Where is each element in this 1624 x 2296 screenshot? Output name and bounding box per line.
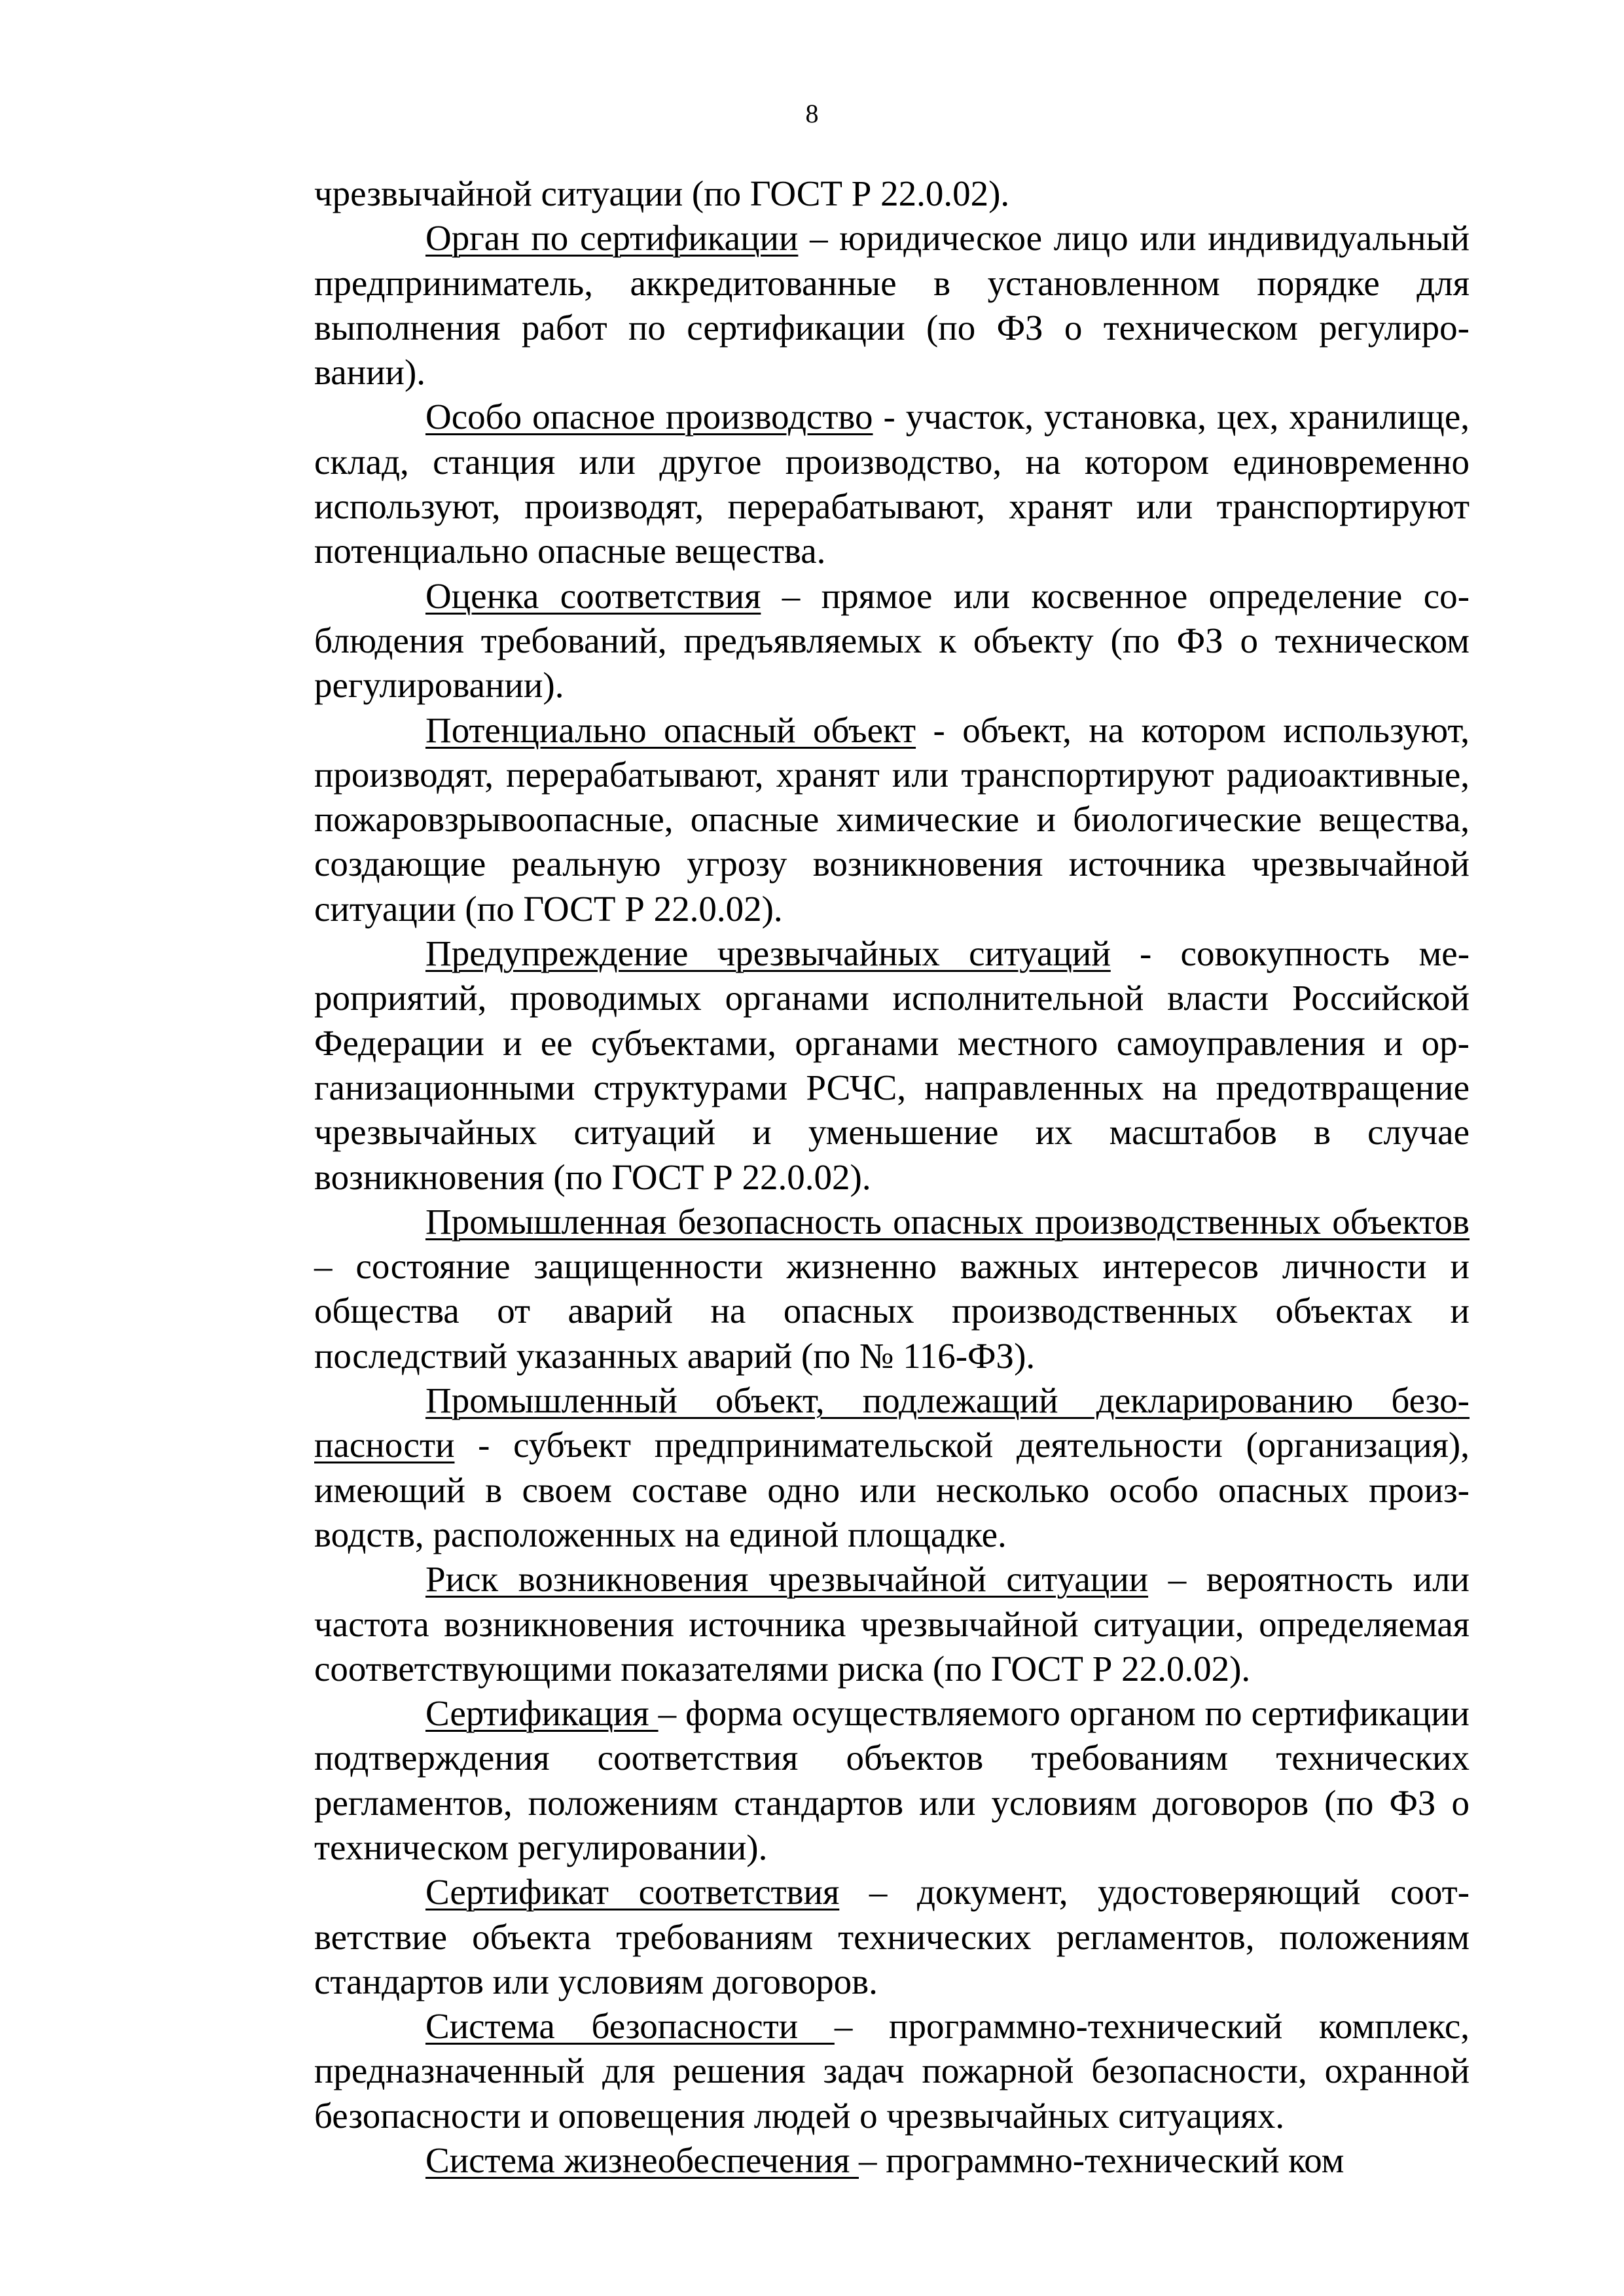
definition-text: – документ, удостоверяющий соответствие объекта требованиям технических регламентов, положениям стандартов или условиям договоров. — [314, 1872, 1470, 2001]
definition-term: Промышленная безопасность опасных производственных объектов — [425, 1201, 1470, 1242]
definition-text: - объект, на котором используют, производят, перерабатывают, хранят или транспортируют радиоактивные, пожаровзрывоопасные, опасные химические и биологические вещества, создающие реальную угрозу возникновения источника чрезвычайной ситуации (по ГОСТ Р 22.0.02). — [314, 709, 1470, 929]
definition-text: – вероятность или частота возникновения источника чрезвычайной ситуации, определяемая соответствующими показателями риска (по ГОСТ Р 22.0.02). — [314, 1559, 1470, 1689]
definition-term: Потенциально опасный объект — [425, 709, 916, 750]
definition-term: Риск возникновения чрезвычайной ситуации — [425, 1559, 1149, 1600]
page-body — [314, 171, 1470, 2183]
definition-text: - совокупность мероприятий, проводимых органами исполнительной власти Российской Федерации и ее субъектами, органами местного самоуправления и организационными структурами РСЧС, направленных на предотвращение чрезвычайных ситуаций и уменьшение их масштабов в случае возникновения (по ГОСТ Р 22.0.02). — [314, 933, 1470, 1197]
definition-industrial-safety — [314, 1200, 1470, 1378]
definition-text: – программно-технический ком — [859, 2140, 1344, 2181]
definition-security-system — [314, 2004, 1470, 2138]
definition-certification — [314, 1691, 1470, 1870]
definition-emergency-risk — [314, 1557, 1470, 1691]
definition-text: – прямое или косвенное определение соблюдения требований, предъявляемых к объекту (по ФЗ о техническом регулировании). — [314, 575, 1470, 706]
definition-text: - субъект предпринимательской деятельности (организация), имеющий в своем составе одно или несколько особо опасных производств, расположенных на единой площадке. — [314, 1425, 1470, 1554]
definition-conformity-certificate — [314, 1870, 1470, 2004]
definition-term: Промышленный объект, подлежащий декларированию безопасности — [314, 1380, 1470, 1465]
definition-term: Оценка соответствия — [425, 575, 761, 616]
definition-term: Система жизнеобеспечения — [425, 2140, 859, 2181]
definition-conformity-assessment — [314, 574, 1470, 708]
definition-potentially-hazardous-object — [314, 708, 1470, 931]
page-number: 8 — [805, 99, 819, 128]
definition-text: – форма осуществляемого органом по сертификации подтверждения соответствия объектов требованиям технических регламентов, положениям стандартов или условиям договоров (по ФЗ о техническом регулировании). — [314, 1693, 1470, 1867]
definition-term: Предупреждение чрезвычайных ситуаций — [425, 933, 1111, 974]
definition-term: Особо опасное производство — [425, 397, 873, 437]
definition-text: – юридическое лицо или индивидуальный предприниматель, аккредитованные в установленном порядке для выполнения работ по сертификации (по ФЗ о техническом регулировании). — [314, 218, 1470, 393]
definition-text: – состояние защищенности жизненно важных интересов личности и общества от аварий на опасных производственных объектах и последствий указанных аварий (по № 116-ФЗ). — [314, 1246, 1470, 1376]
definition-term: Орган по сертификации — [425, 218, 799, 259]
definition-emergency-prevention — [314, 931, 1470, 1200]
definition-life-support-system — [314, 2138, 1470, 2183]
paragraph-continuation: чрезвычайной ситуации (по ГОСТ Р 22.0.02). — [314, 173, 1010, 213]
definition-term: Система безопасности — [425, 2006, 835, 2047]
definition-hazardous-production — [314, 395, 1470, 573]
definition-industrial-object-declaration — [314, 1378, 1470, 1557]
definition-text: - участок, установка, цех, хранилище, склад, станция или другое производство, на котором единовременно используют, производят, перерабатывают, хранят или транспортируют потенциально опасные вещества. — [314, 397, 1470, 571]
definition-term: Сертификация — [425, 1693, 659, 1734]
definition-term: Сертификат соответствия — [425, 1872, 840, 1912]
definition-certification-body — [314, 216, 1470, 395]
definition-text: – программно-технический комплекс, предназначенный для решения задач пожарной безопасности, охранной безопасности и оповещения людей о чрезвычайных ситуациях. — [314, 2006, 1470, 2136]
